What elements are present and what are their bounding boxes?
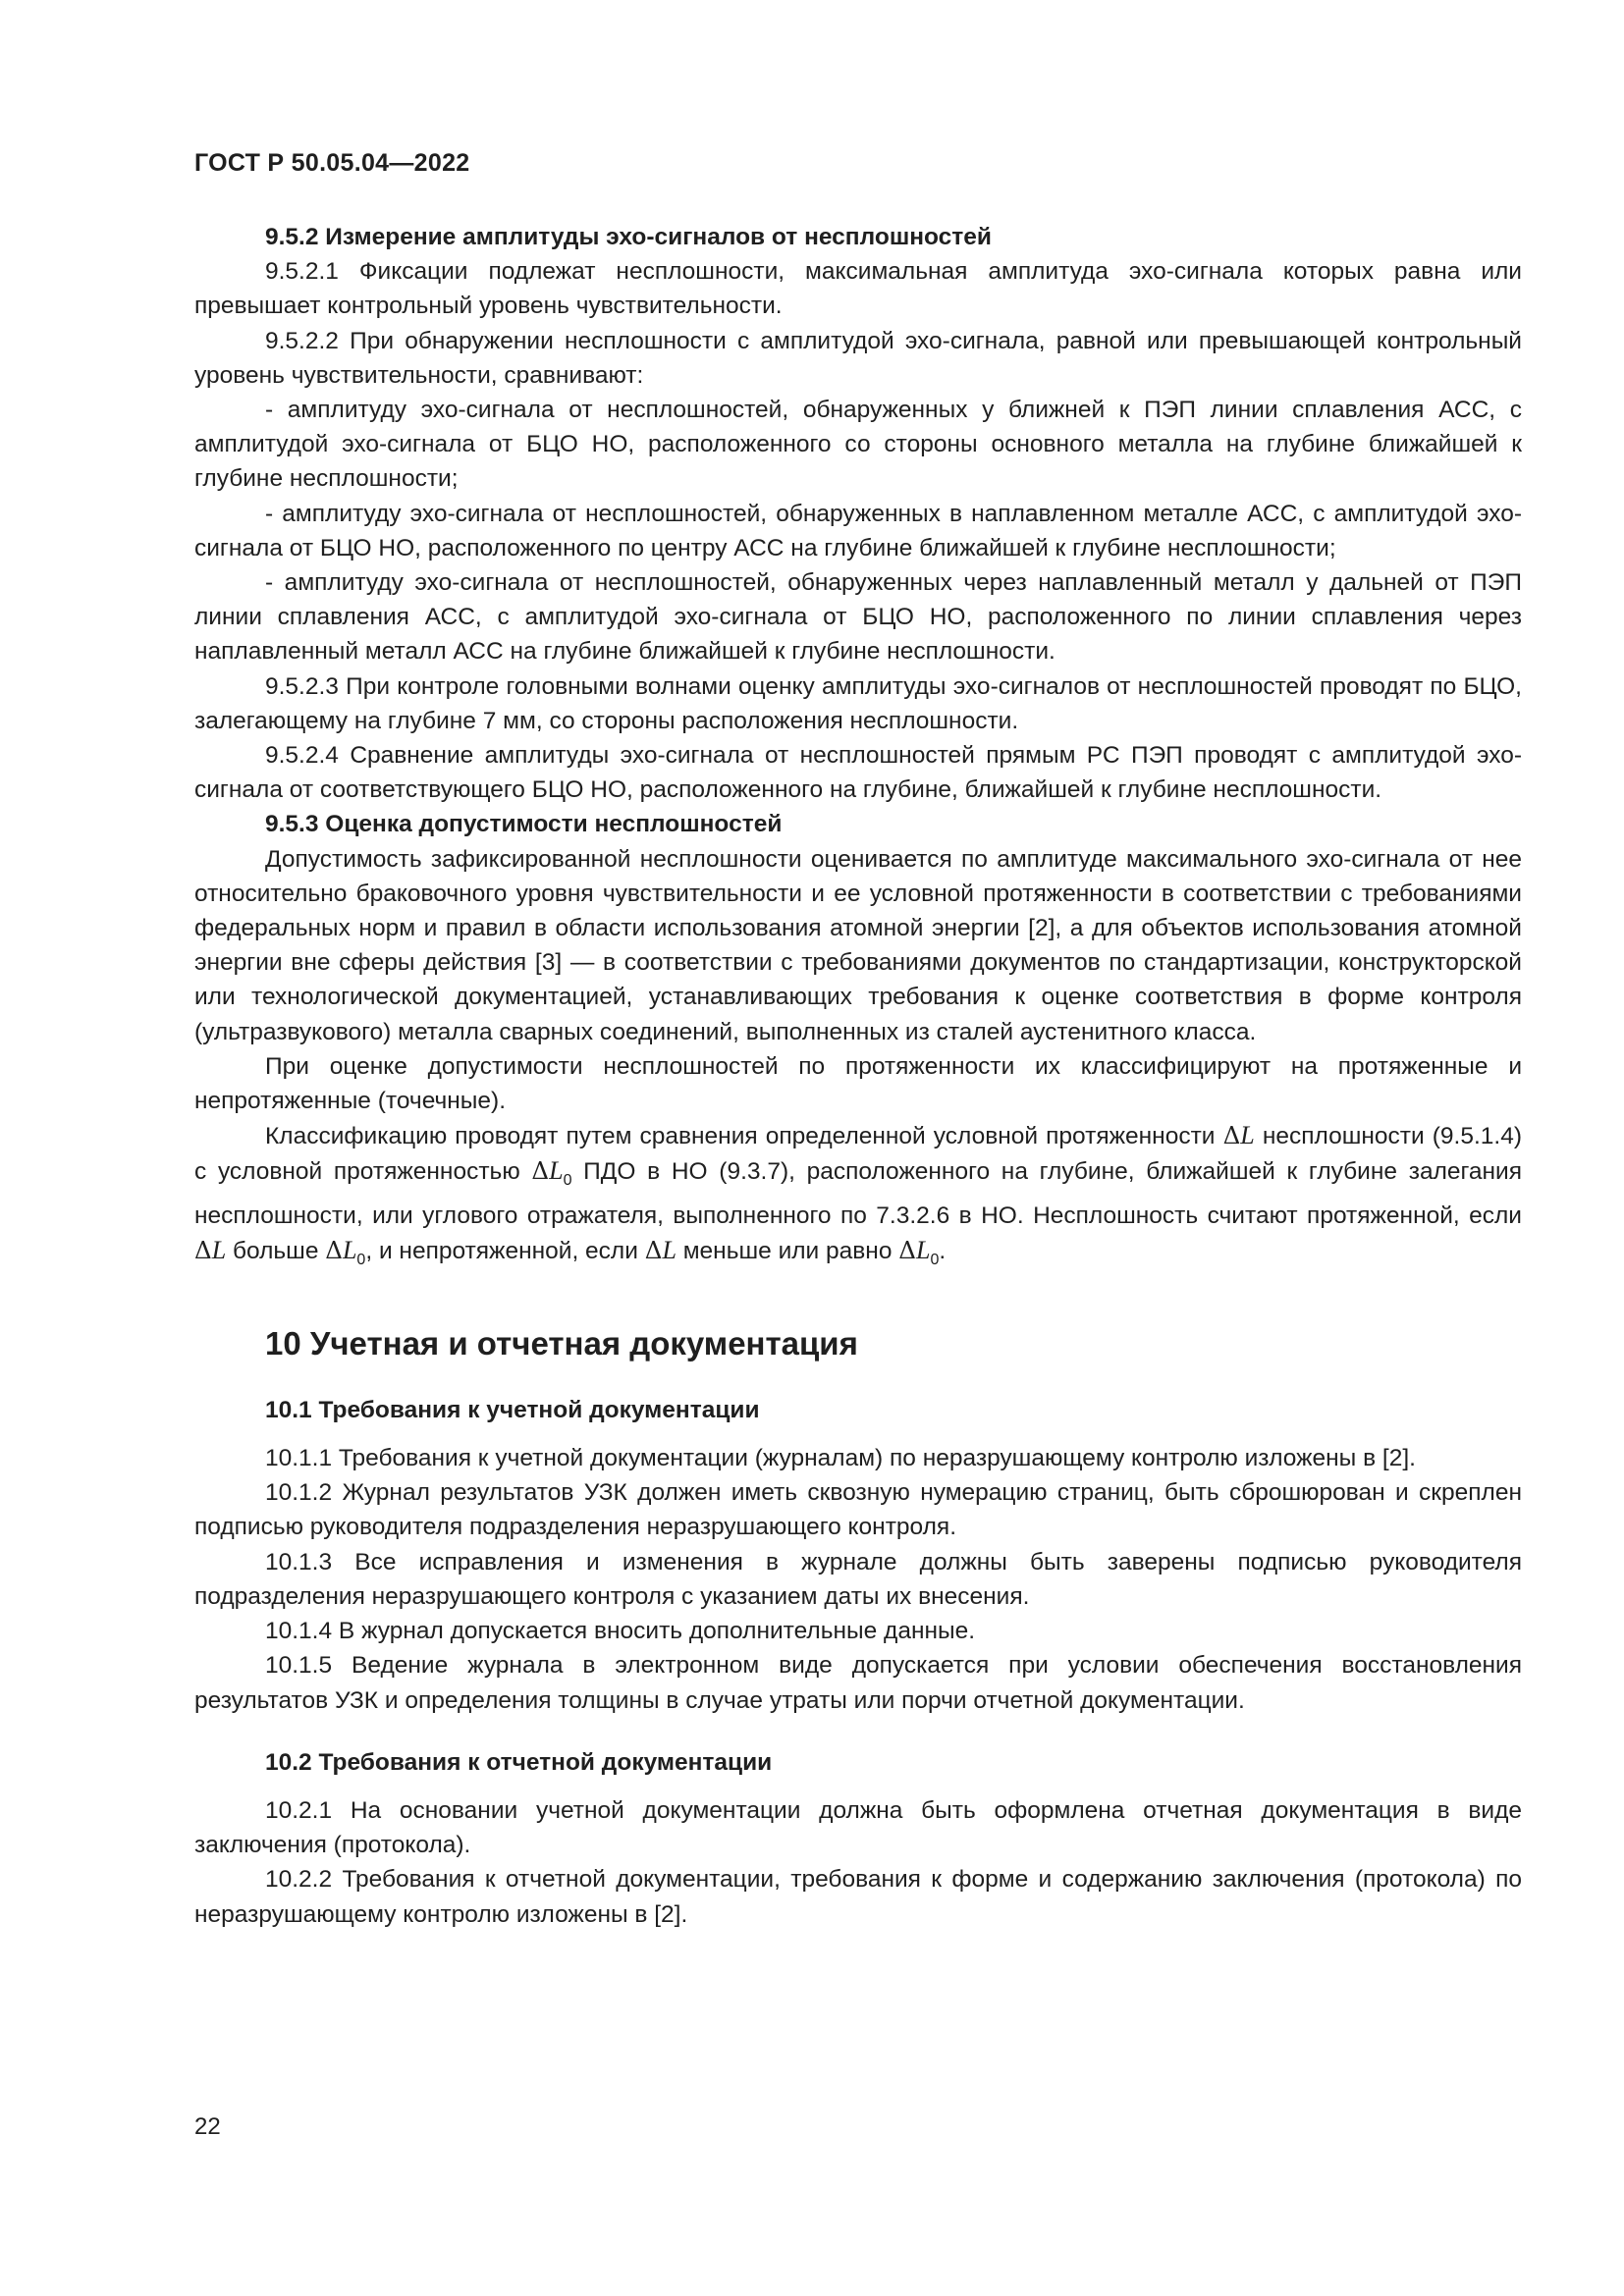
paragraph-9-5-3-3: Классификацию проводят путем сравнения определенной условной протяженности ΔL несплошности (9.5.1.4) с условной протяженностью $\Delta L_0$ ПДО в НО (9.3.7), расположенного на глубине, ближайшей к глубине залегания несплошности, или углового отражателя, выполненного по 7.3.2.6 в НО. Несплошность считают протяженной, если ΔL больше $\Delta L_0$, и непротяженной, если ΔL меньше или равно $\Delta L_0$. bbox=[194, 1121, 1523, 1268]
paragraph-9-5-2-3: 9.5.2.3 При контроле головными волнами оценку амплитуды эхо-сигналов от несплошностей проводят по БЦО, залегающему на глубине 7 мм, со стороны расположения несплошности. bbox=[194, 672, 1522, 734]
section-9-5-2-title: 9.5.2 Измерение амплитуды эхо-сигналов от несплошностей bbox=[265, 224, 992, 250]
section-9-5-3-title: 9.5.3 Оценка допустимости несплошностей bbox=[265, 811, 783, 838]
standard-header: ГОСТ Р 50.05.04—2022 bbox=[194, 149, 470, 177]
page-number: 22 bbox=[194, 2113, 221, 2140]
section-10-2-title: 10.2 Требования к отчетной документации bbox=[265, 1748, 773, 1776]
paragraph-10-1-2: 10.1.2 Журнал результатов УЗК должен иметь сквозную нумерацию страниц, быть сброшюрован и скреплен подписью руководителя подразделения неразрушающего контроля. bbox=[194, 1479, 1522, 1541]
list-item: - амплитуду эхо-сигнала от несплошностей, обнаруженных в наплавленном металле АСС, с амплитудой эхо-сигнала от БЦО НО, расположенного по центру АСС на глубине ближайшей к глубине несплошности; bbox=[194, 500, 1522, 561]
paragraph-10-1-3: 10.1.3 Все исправления и изменения в журнале должны быть заверены подписью руководителя подразделения неразрушающего контроля с указанием даты их внесения. bbox=[194, 1548, 1522, 1610]
paragraph-10-2-1: 10.2.1 На основании учетной документации должна быть оформлена отчетная документация в виде заключения (протокола). bbox=[194, 1796, 1522, 1859]
paragraph-9-5-2-2: 9.5.2.2 При обнаружении несплошности с амплитудой эхо-сигнала, равной или превышающей контрольный уровень чувствительности, сравнивают: bbox=[194, 327, 1522, 389]
section-10-1-title: 10.1 Требования к учетной документации bbox=[265, 1396, 760, 1423]
paragraph-10-1-5: 10.1.5 Ведение журнала в электронном виде допускается при условии обеспечения восстановления результатов УЗК и определения толщины в случае утраты или порчи отчетной документации. bbox=[194, 1652, 1522, 1714]
section-10-title: 10 Учетная и отчетная документация bbox=[265, 1324, 858, 1362]
paragraph-9-5-3-2: При оценке допустимости несплошностей по протяженности их классифицируют на протяженные и непротяженные (точечные). bbox=[194, 1052, 1522, 1115]
paragraph-9-5-2-4: 9.5.2.4 Сравнение амплитуды эхо-сигнала от несплошностей прямым РС ПЭП проводят с амплитудой эхо-сигнала от соответствующего БЦО НО, расположенного на глубине, ближайшей к глубине несплошности. bbox=[194, 742, 1522, 804]
paragraph-10-2-2: 10.2.2 Требования к отчетной документации, требования к форме и содержанию заключения (протокола) по неразрушающему контролю изложены в [2]. bbox=[194, 1866, 1522, 1928]
page-content bbox=[194, 220, 1522, 1932]
paragraph-9-5-3-1: Допустимость зафиксированной несплошности оценивается по амплитуде максимального эхо-сигнала от нее относительно браковочного уровня чувствительности и ее условной протяженности в соответствии с требованиями федеральных норм и правил в области использования атомной энергии [2], а для объектов использования атомной энергии вне сферы действия [3] — в соответствии с требованиями документов по стандартизации, конструкторской или технологической документацией, устанавливающих требования к оценке соответствия в форме контроля (ультразвукового) металла сварных соединений, выполненных из сталей аустенитного класса. bbox=[194, 845, 1522, 1045]
list-item: - амплитуду эхо-сигнала от несплошностей, обнаруженных у ближней к ПЭП линии сплавления АСС, с амплитудой эхо-сигнала от БЦО НО, расположенного со стороны основного металла на глубине ближайшей к глубине несплошности; bbox=[194, 397, 1522, 493]
list-item: - амплитуду эхо-сигнала от несплошностей, обнаруженных через наплавленный металл у дальней от ПЭП линии сплавления АСС, с амплитудой эхо-сигнала от БЦО НО, расположенного по линии сплавления через наплавленный металл АСС на глубине ближайшей к глубине несплошности. bbox=[194, 569, 1522, 666]
paragraph-9-5-2-1: 9.5.2.1 Фиксации подлежат несплошности, максимальная амплитуда эхо-сигнала которых равна или превышает контрольный уровень чувствительности. bbox=[194, 258, 1522, 320]
paragraph-10-1-4: 10.1.4 В журнал допускается вносить дополнительные данные. bbox=[265, 1618, 976, 1645]
paragraph-10-1-1: 10.1.1 Требования к учетной документации (журналам) по неразрушающему контролю изложены в [2]. bbox=[265, 1445, 1416, 1472]
